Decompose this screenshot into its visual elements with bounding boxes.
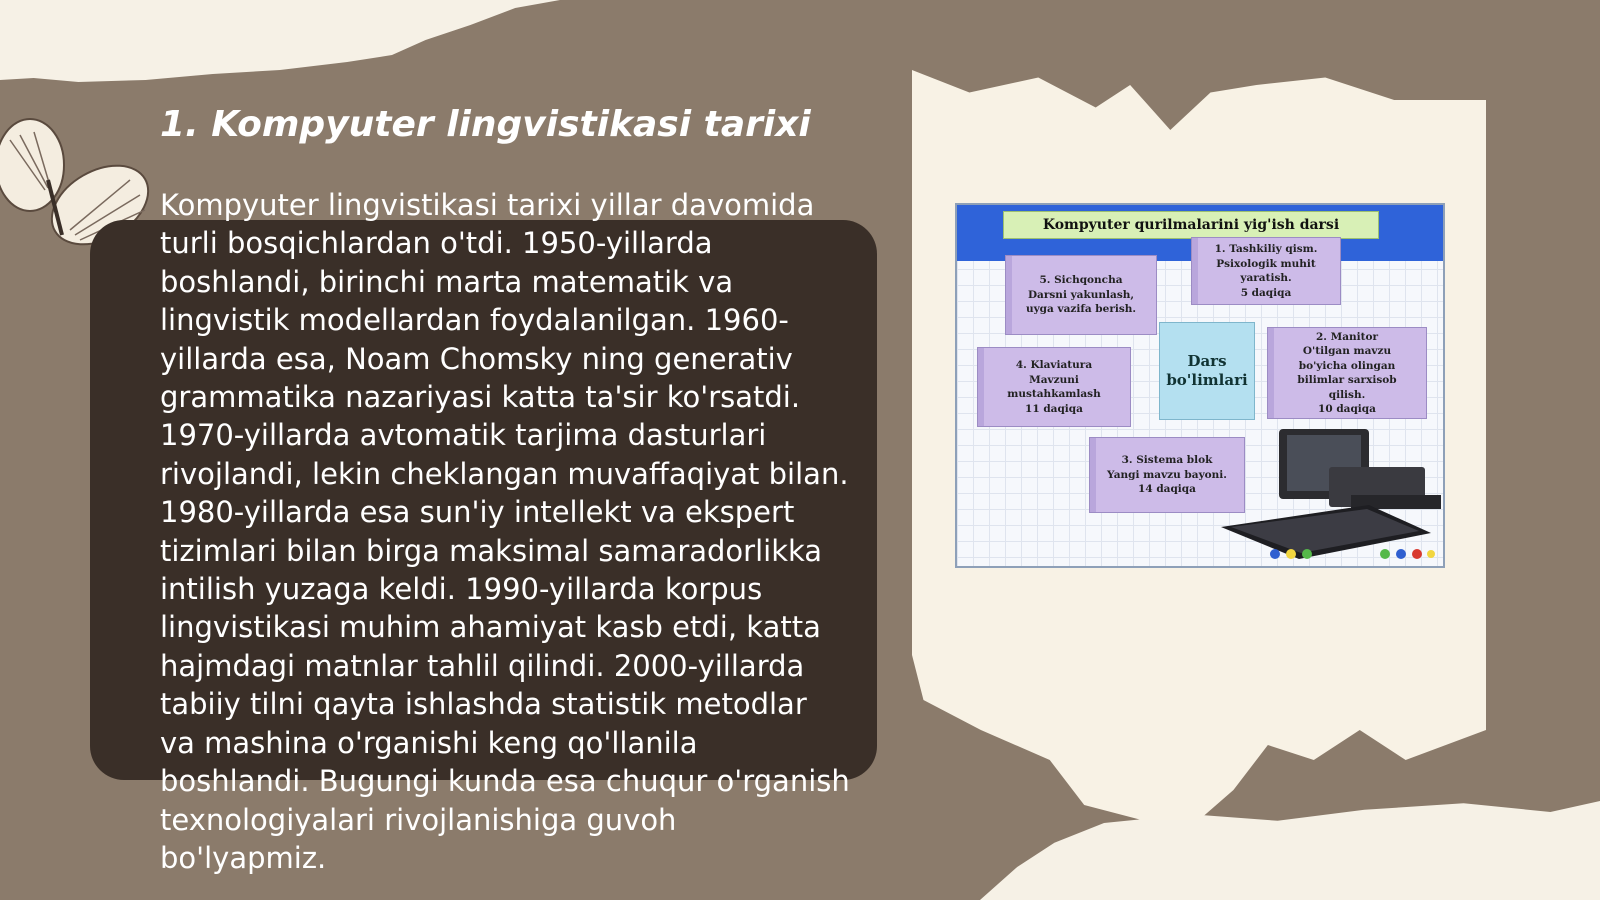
- scroll5-line: Darsni yakunlash,: [1027, 288, 1135, 301]
- scroll4-line: mustahkamlash: [1007, 388, 1101, 400]
- center-label-line: Dars: [1187, 352, 1227, 370]
- scroll4-line: 11 daqiqa: [1025, 402, 1083, 415]
- torn-paper-top: [0, 0, 560, 100]
- scroll-card-4: [977, 347, 1131, 427]
- scroll5-line: 5. Sichqoncha: [1039, 274, 1123, 287]
- center-label-box: [1159, 322, 1255, 420]
- scroll4-line: 4. Klaviatura: [1015, 359, 1093, 371]
- scroll5-line: uyga vazifa berish.: [1025, 303, 1137, 316]
- scroll2-line: qilish.: [1328, 388, 1366, 401]
- scroll-card-5: [1005, 255, 1157, 335]
- scroll2-line: bo'yicha olingan: [1298, 359, 1396, 372]
- scroll1-line: 5 daqiqa: [1240, 286, 1292, 299]
- scroll2-line: 2. Manitor: [1315, 330, 1379, 343]
- scroll1-line: yaratish.: [1240, 272, 1292, 284]
- scroll4-line: Mavzuni: [1029, 373, 1079, 386]
- slide-title: Kompyuter qurilmalarini yig'ish darsi: [1003, 211, 1379, 239]
- center-label-line: bo'limlari: [1166, 371, 1248, 389]
- scroll-card-2: [1267, 327, 1427, 419]
- scroll1-line: Psixologik muhit: [1216, 257, 1316, 270]
- scroll-card-1: [1191, 237, 1341, 305]
- decorative-shapes: [1265, 548, 1435, 560]
- scroll3-line: 14 daqiqa: [1138, 483, 1196, 496]
- scroll3-line: 3. Sistema blok: [1121, 454, 1213, 467]
- body-paragraph: Kompyuter lingvistikasi tarixi yillar davomida turli bosqichlardan o'tdi. 1950-yillarda boshlandi, birinchi marta matematik va lingvistik modellardan foydalanilgan. 1960-yillarda esa, Noam Chomsky ning generativ grammatika nazariyasi katta ta'sir ko'rsatdi. 1970-yillarda avtomatik tarjima dasturlari rivojlandi, lekin cheklangan muvaffaqiyat bilan. 1980-yillarda esa sun'iy intellekt va ekspert tizimlari bilan birga maksimal samaradorlikka intilish yuzaga keldi. 1990-yillarda korpus lingvistikasi muhim ahamiyat kasb etdi, katta hajmdagi matnlar tahlil qilindi. 2000-yillarda tabiiy tilni qayta ishlashda statistik metodlar va mashina o'rganishi keng qo'llanila boshlandi. Bugungi kunda esa chuqur o'rganish texnologiyalari rivojlanishiga guvoh bo'lyapmiz.: [160, 188, 850, 875]
- scroll2-line: O'tilgan mavzu: [1302, 345, 1392, 357]
- scroll3-line: Yangi mavzu bayoni.: [1107, 468, 1227, 481]
- scroll1-line: 1. Tashkiliy qism.: [1214, 243, 1318, 255]
- scroll2-line: 10 daqiqa: [1318, 403, 1376, 415]
- torn-paper-bottom: [980, 790, 1600, 900]
- computer-icon: [1219, 423, 1445, 563]
- scroll2-line: bilimlar sarxisob: [1297, 374, 1397, 386]
- lesson-slide-image: [955, 203, 1445, 568]
- section-title: 1. Kompyuter lingvistikasi tarixi: [160, 104, 811, 145]
